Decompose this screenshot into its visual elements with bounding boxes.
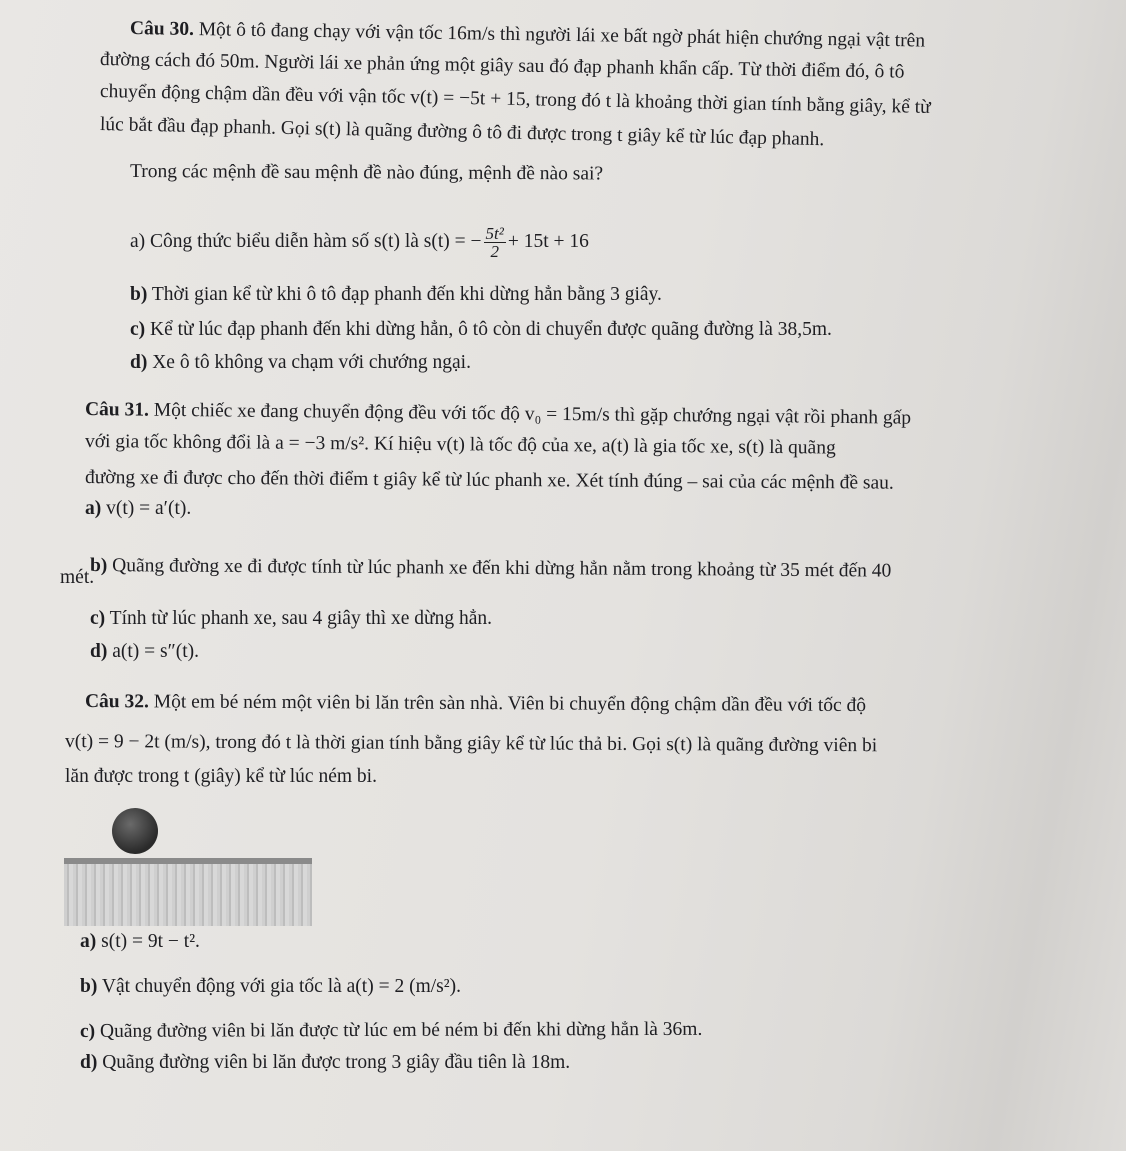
q30-question: Trong các mệnh đề sau mệnh đề nào đúng, mệnh đề nào sai? [129,161,604,185]
q30-a [130,225,589,260]
marble-image [112,808,158,854]
q31-c: c) Tính từ lúc phanh xe, sau 4 giây thì xe dừng hẳn. [90,608,493,629]
q30-a-prefix: a) Công thức biểu diễn hàm số s(t) là s(t) = − [130,230,482,252]
q30-d: d) Xe ô tô không va chạm với chướng ngại. [130,352,471,373]
q31-a: a) v(t) = a′(t). [85,498,192,519]
q30-c: c) Kể từ lúc đạp phanh đến khi dừng hẳn, ô tô còn di chuyển được quãng đường là 38,5m. [130,319,832,340]
q32-line-1: Câu 32. Một em bé ném một viên bi lăn trên sàn nhà. Viên bi chuyển động chậm dần đều với tốc độ [84,691,867,717]
q30-line-2: đường cách đó 50m. Người lái xe phản ứng một giây sau đó đạp phanh khẩn cấp. Từ thời điểm đó, ô tô [99,49,905,83]
floor-image [64,858,312,926]
q30-a-suffix: + 15t + 16 [507,230,589,252]
q31-line-1: Câu 31. Một chiếc xe đang chuyển động đều với tốc độ v₀ = 15m/s thì gặp chướng ngại vật rồi phanh gấp [84,399,912,429]
q30-line-1: Câu 30. Một ô tô đang chạy với vận tốc 16m/s thì người lái xe bất ngờ phát hiện chướng ngại vật trên [129,18,926,52]
q31-d: d) a(t) = s″(t). [90,641,200,662]
q31-b: b) Quãng đường xe đi được tính từ lúc phanh xe đến khi dừng hẳn nằm trong khoảng từ 35 mét đến 40 [89,555,892,582]
q32-c: c) Quãng đường viên bi lăn được từ lúc em bé ném bi đến khi dừng hẳn là 36m. [79,1018,703,1042]
q30-line-3: chuyển động chậm dần đều với vận tốc v(t) = −5t + 15, trong đó t là khoảng thời gian tính bằng giây, kể từ [99,81,931,118]
q30-line-4: lúc bắt đầu đạp phanh. Gọi s(t) là quãng đường ô tô đi được trong t giây kể từ lúc đạp phanh. [99,114,825,151]
q32-line-2: v(t) = 9 − 2t (m/s), trong đó t là thời gian tính bằng giây kể từ lúc thả bi. Gọi s(t) là quãng đường viên bi [64,731,878,757]
q30-b: b) Thời gian kể từ khi ô tô đạp phanh đến khi dừng hẳn bằng 3 giây. [130,284,662,305]
q32-b: b) Vật chuyển động với gia tốc là a(t) = 2 (m/s²). [80,976,461,997]
q31-line-2: với gia tốc không đổi là a = −3 m/s². Kí hiệu v(t) là tốc độ của xe, a(t) là gia tốc xe, s(t) là quãng [84,431,836,459]
q31-line-3: đường xe đi được cho đến thời điểm t giây kể từ lúc phanh xe. Xét tính đúng – sai của các mệnh đề sau. [84,467,894,494]
q32-line-3: lăn được trong t (giây) kể từ lúc ném bi. [65,766,377,787]
numerator: 5t² [485,224,504,243]
denominator: 2 [490,242,499,261]
q32-d: d) Quãng đường viên bi lăn được trong 3 giây đầu tiên là 18m. [80,1052,571,1073]
q32-a: a) s(t) = 9t − t². [80,931,200,952]
fraction [484,225,506,260]
q31-b-cont: mét. [60,567,95,588]
